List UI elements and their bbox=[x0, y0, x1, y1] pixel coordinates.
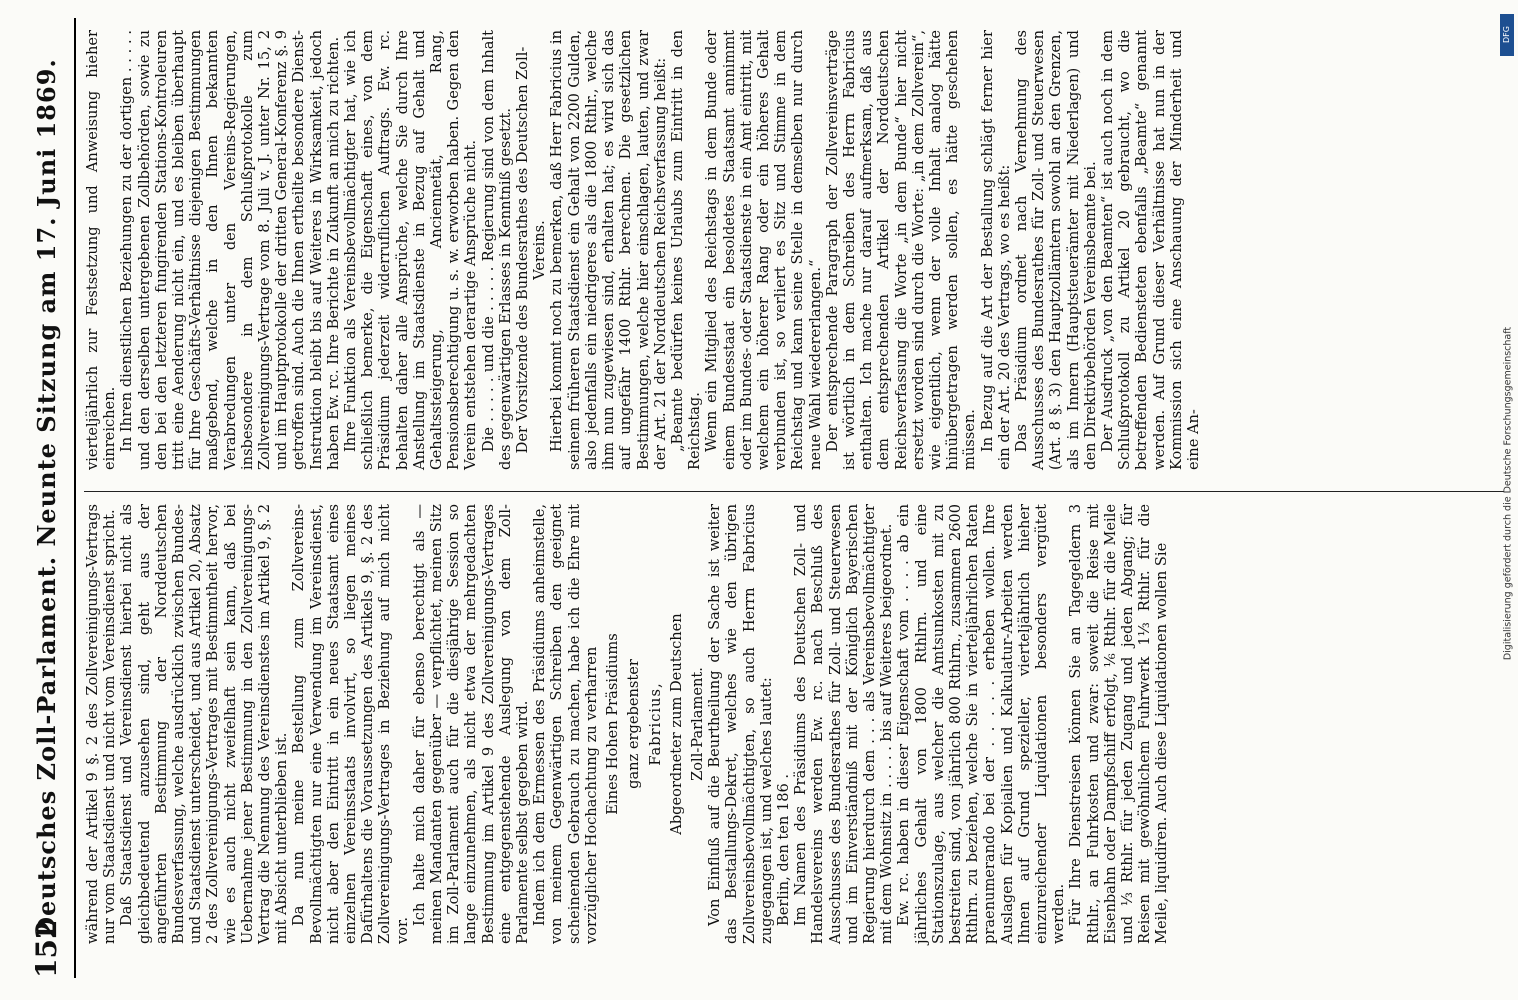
paragraph: Hierbei kommt noch zu bemerken, daß Herr Fabricius in seinem früheren Staatsdienst ein Gehalt von 2200 Gulden, also jedenfalls ein niedrigeres als die 1800 Rthlr., welche ihm nun zugewiesen sind, erhalten hat; es wird sich das auf ungefähr 1400 Rthlr. berechnen. Die gesetzlichen Bestimmungen, welche hier einschlagen, lauten, und zwar der Art. 21 der Norddeutschen Reichsverfassung heißt: bbox=[548, 30, 669, 470]
paragraph: Daß Staatsdienst und Vereinsdienst hierbei nicht als gleichbedeutend anzusehen sind, geht aus der angeführten Bestimmung der Norddeutschen Bundesverfassung, welche ausdrücklich zwischen Bundes- und Staatsdienst unterscheidet, und aus Artikel 20, Absatz 2 des Zollvereinigungs-Vertrages mit Bestimmtheit hervor, wie es auch nicht zweifelhaft sein kann, daß bei Uebernahme jener Bestimmung in den Zollvereinigungs-Vertrag die Nennung des Vereinsdienstes im Artikel 9, §. 2 mit Absicht unterblieben ist. bbox=[118, 504, 291, 944]
paragraph: Ich halte mich daher für ebenso berechtigt als — meinen Mandanten gegenüber — verpflichtet, meinen Sitz im Zoll-Parlament auch für die diesjährige Session so lange einzunehmen, als nicht etwa der mehrgedachten Bestimmung im Artikel 9 des Zollvereinigungs-Vertrages eine entgegenstehende Auslegung von dem Zoll-Parlamente selbst gegeben wird. bbox=[410, 504, 532, 944]
page-title: Deutsches Zoll-Parlament. Neunte Sitzung am 17. Juni 1869. bbox=[32, 58, 61, 938]
signature-line: Eines Hohen Präsidiums bbox=[604, 633, 622, 815]
paragraph: Indem ich dem Ermessen des Präsidiums anheimstelle, von meinem Gegenwärtigen Schreiben den geeignet scheinenden Gebrauch zu machen, habe ich die Ehre mit vorzüglicher Hochachtung zu verharren bbox=[531, 504, 600, 944]
paragraph: Von Einfluß auf die Beurtheilung der Sache ist weiter das Bestallungs-Dekret, welches wie den übrigen Zollvereinsbevollmächtigten, so auch Herrn Fabricius zugegangen ist, und welches lautet: bbox=[706, 504, 775, 944]
paragraph: Der entsprechende Paragraph der Zollvereinsverträge ist wörtlich in dem Schreiben des Herrn Fabricius enthalten. Ich mache nur darauf aufmerksam, daß aus dem entsprechenden Artikel der Norddeutschen Reichsverfassung die Worte „in dem Bunde“ hier nicht ersetzt worden sind durch die Worte: „in dem Zollverein“, wie eigentlich, wenn der volle Inhalt analog hätte hinübergetragen werden sollen, es hätte geschehen müssen. bbox=[823, 30, 979, 470]
header-rule bbox=[74, 18, 76, 978]
signature-name: Fabricius, bbox=[646, 682, 664, 766]
column-divider bbox=[84, 491, 1504, 492]
paragraph: während der Artikel 9 §. 2 des Zollvereinigungs-Vertrags nur vom Staatsdienst und nicht vom Vereinsdienst spricht. bbox=[84, 504, 119, 944]
signature-line: Abgeordneter zum Deutschen bbox=[667, 613, 685, 835]
quote: „Beamte bedürfen keines Urlaubs zum Eintritt in den Reichstag. bbox=[668, 30, 704, 470]
paragraph: Im Namen des Präsidiums des Deutschen Zoll- und Handelsvereins werden Ew. rc. nach Beschluß des Ausschusses des Bundesrathes für Zoll- und Steuerwesen und im Einverständniß mit der Königlich Bayerischen Regierung hierdurch dem . . . als Vereinsbevollmächtigter mit dem Wohnsitz in . . . . . bis auf Weiteres beigeordnet. bbox=[792, 504, 896, 944]
dateline: Berlin, den ten 186 . bbox=[774, 773, 792, 926]
page-number: 152 bbox=[30, 919, 63, 978]
signature-line: ganz ergebenster bbox=[625, 659, 643, 789]
signature-block: Der Vorsitzende des Bundesrathes des Deutschen Zoll-Vereins. bbox=[514, 46, 549, 454]
paragraph: Die . . . . . und die . . . . . Regierung sind von dem Inhalt des gegenwärtigen Erlasses in Kenntniß gesetzt. bbox=[479, 30, 514, 470]
quote: Wenn ein Mitglied des Reichstags in dem Bunde oder einem Bundesstaat ein besoldetes Staatsamt annimmt oder im Bundes- oder Staatsdienste in ein Amt eintritt, mit welchem ein höherer Rang oder ein höheres Gehalt verbunden ist, so verliert es Sitz und Stimme in dem Reichstag und kann seine Stelle in demselben nur durch neue Wahl wiedererlangen.“ bbox=[703, 30, 824, 470]
page-header bbox=[26, 18, 66, 978]
paragraph: vierteljährlich zur Festsetzung und Anweisung hieher einreichen. bbox=[84, 30, 119, 470]
left-column bbox=[84, 504, 1504, 944]
quote: Das Präsidium ordnet nach Vernehmung des Ausschusses des Bundesrathes für Zoll- und Steuerwesen (Art. 8 §. 3) den Hauptzollämtern sowohl an den Grenzen, als im Innern (Hauptsteuerämter mit Niederlagen) und den Direktivbehörden Vereinsbeamte bei. bbox=[1012, 30, 1099, 470]
paragraph: Da nun meine Bestellung zum Zollvereins-Bevollmächtigten nur eine Verwendung im Vereinsdienst, nicht aber den Eintritt in ein neues Staatsamt eines einzelnen Vereinsstaats involvirt, so liegen meines Dafürhaltens die Voraussetzungen des Artikels 9, §. 2 des Zollvereinigungs-Vertrages in Beziehung auf mich nicht vor. bbox=[290, 504, 411, 944]
signature-line: Zoll-Parlament. bbox=[688, 667, 706, 781]
paragraph: In Ihren dienstlichen Beziehungen zu der dortigen . . . . . und den derselben untergebenen Zollbehörden, sowie zu den bei den letzteren fungirenden Stations-Kontroleuren tritt eine Aenderung nicht ein, und es bleiben überhaupt für Ihre Geschäfts-Verhältnisse diejenigen Bestimmungen maßgebend, welche in den Ihnen bekannten Verabredungen unter den Vereins-Regierungen, insbesondere in dem Schlußprotokolle zum Zollvereinigungs-Vertrage vom 8. Juli v. J. unter Nr. 15, 2 und im Hauptprotokolle der dritten General-Konferenz §. 9 getroffen sind. Auch die Ihnen ertheilte besondere Dienst-Instruktion bleibt bis auf Weiteres in Wirksamkeit, jedoch haben Ew. rc. Ihre Berichte in Zukunft an mich zu richten. bbox=[118, 30, 342, 470]
paragraph: Ihre Funktion als Vereinsbevollmächtigter hat, wie ich schließlich bemerke, die Eigenschaft eines, von dem Präsidium jederzeit widerruflichen Auftrags. Ew. rc. behalten daher alle Ansprüche, welche Sie durch Ihre Anstellung im Staatsdienste in Bezug auf Gehalt und Gehaltssteigerung, Anciennetät, Rang, Pensionsberechtigung u. s. w. erworben haben. Gegen den Verein entstehen derartige Ansprüche nicht. bbox=[342, 30, 480, 470]
dfg-logo: DFG bbox=[1500, 14, 1514, 56]
right-column bbox=[84, 30, 1504, 470]
digitization-text: Digitalisierung gefördert durch die Deutsche Forschungsgemeinschaft bbox=[1502, 326, 1514, 661]
digitization-note bbox=[1498, 8, 1516, 988]
paragraph: Ew. rc. haben in dieser Eigenschaft vom . . . . ab ein jährliches Gehalt von 1800 Rthlrn. und eine Stationszulage, aus welcher die Amtsunkosten mit zu bestreiten sind, von jährlich 800 Rthlrn., zusammen 2600 Rthlrn. zu beziehen, welche Sie in vierteljährlichen Raten praenumerando bei der . . . . . erheben wollen. Ihre Auslagen für Kopialien und Kalkulatur-Arbeiten werden Ihnen auf Grund spezieller, vierteljährlich hieher einzureichender Liquidationen besonders vergütet werden. bbox=[895, 504, 1068, 944]
paragraph: Für Ihre Dienstreisen können Sie an Tagegeldern 3 Rthlr., an Fuhrkosten und zwar: soweit die Reise mit Eisenbahn oder Dampfschiff erfolgt, ⅙ Rthlr. für die Meile und ⅓ Rthlr. für jeden Zugang und jeden Abgang; für Reisen mit gewöhnlichem Fuhrwerk 1⅓ Rthlr. für die Meile, liquidiren. Auch diese Liquidationen wollen Sie bbox=[1067, 504, 1171, 944]
paragraph: In Bezug auf die Art der Bestallung schlägt ferner hier ein der Art. 20 des Vertrags, wo es heißt: bbox=[978, 30, 1013, 470]
paragraph: Der Ausdruck „von den Beamten“ ist auch noch in dem Schlußprotokoll zu Artikel 20 gebraucht, wo die betreffenden Bediensteten ebenfalls „Beamte“ genannt werden. Auf Grund dieser Verhältnisse hat nun in der Kommission sich eine Anschauung der Minderheit und eine An- bbox=[1098, 30, 1202, 470]
